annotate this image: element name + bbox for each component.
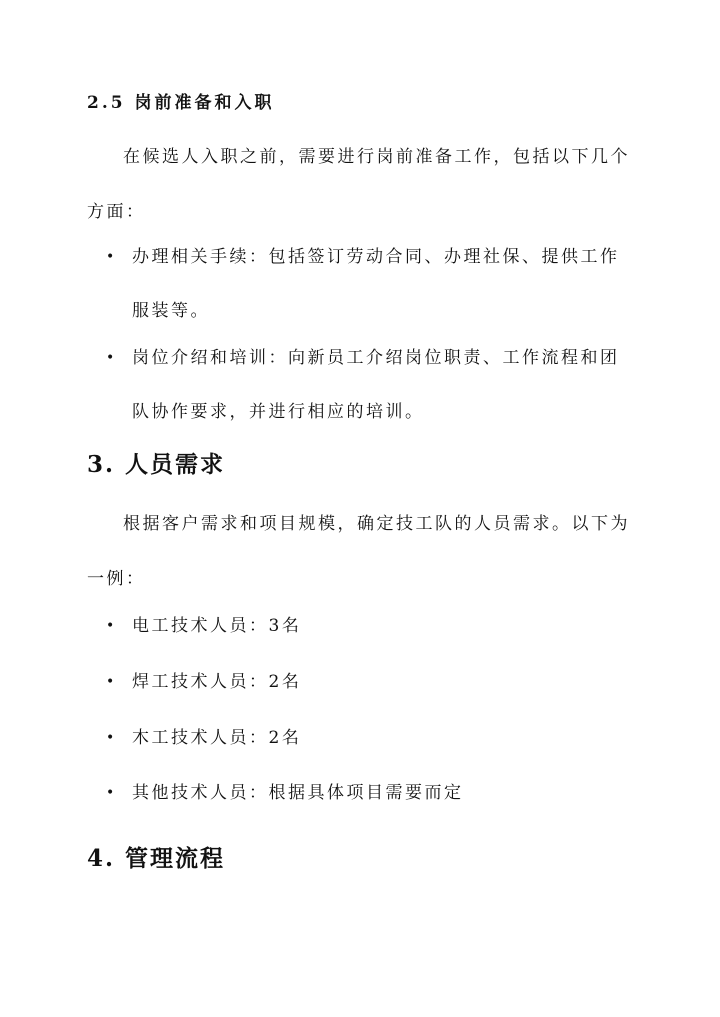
list-item-text: 其他技术人员：根据具体项目需要而定 (132, 783, 464, 803)
bullet-icon: • (106, 785, 117, 801)
bullet-icon: • (106, 618, 117, 634)
list-item-text: 办理相关手续：包括签订劳动合同、办理社保、提供工作服装等。 (132, 247, 620, 321)
list-item-text: 电工技术人员：3名 (132, 616, 302, 636)
list-item (106, 711, 626, 765)
list-item-text: 焊工技术人员：2名 (132, 672, 302, 692)
bullet-icon: • (106, 730, 117, 746)
list-item (106, 655, 626, 709)
section-3-intro: 根据客户需求和项目规模，确定技工队的人员需求。以下为一例： (87, 514, 630, 589)
list-item (106, 599, 626, 653)
list-item-text: 岗位介绍和培训：向新员工介绍岗位职责、工作流程和团队协作要求，并进行相应的培训。 (132, 348, 620, 422)
section-2-5-heading: 2.5 岗前准备和入职 (87, 93, 275, 113)
list-item (106, 766, 626, 820)
section-4-heading: 4. 管理流程 (87, 845, 226, 872)
list-item (106, 331, 626, 439)
bullet-icon: • (106, 350, 117, 366)
list-item (106, 230, 626, 338)
bullet-icon: • (106, 249, 117, 265)
list-item-text: 木工技术人员：2名 (132, 728, 302, 748)
bullet-icon: • (106, 674, 117, 690)
section-3-heading: 3. 人员需求 (87, 451, 226, 478)
section-2-5-intro: 在候选人入职之前，需要进行岗前准备工作，包括以下几个方面： (87, 147, 630, 222)
